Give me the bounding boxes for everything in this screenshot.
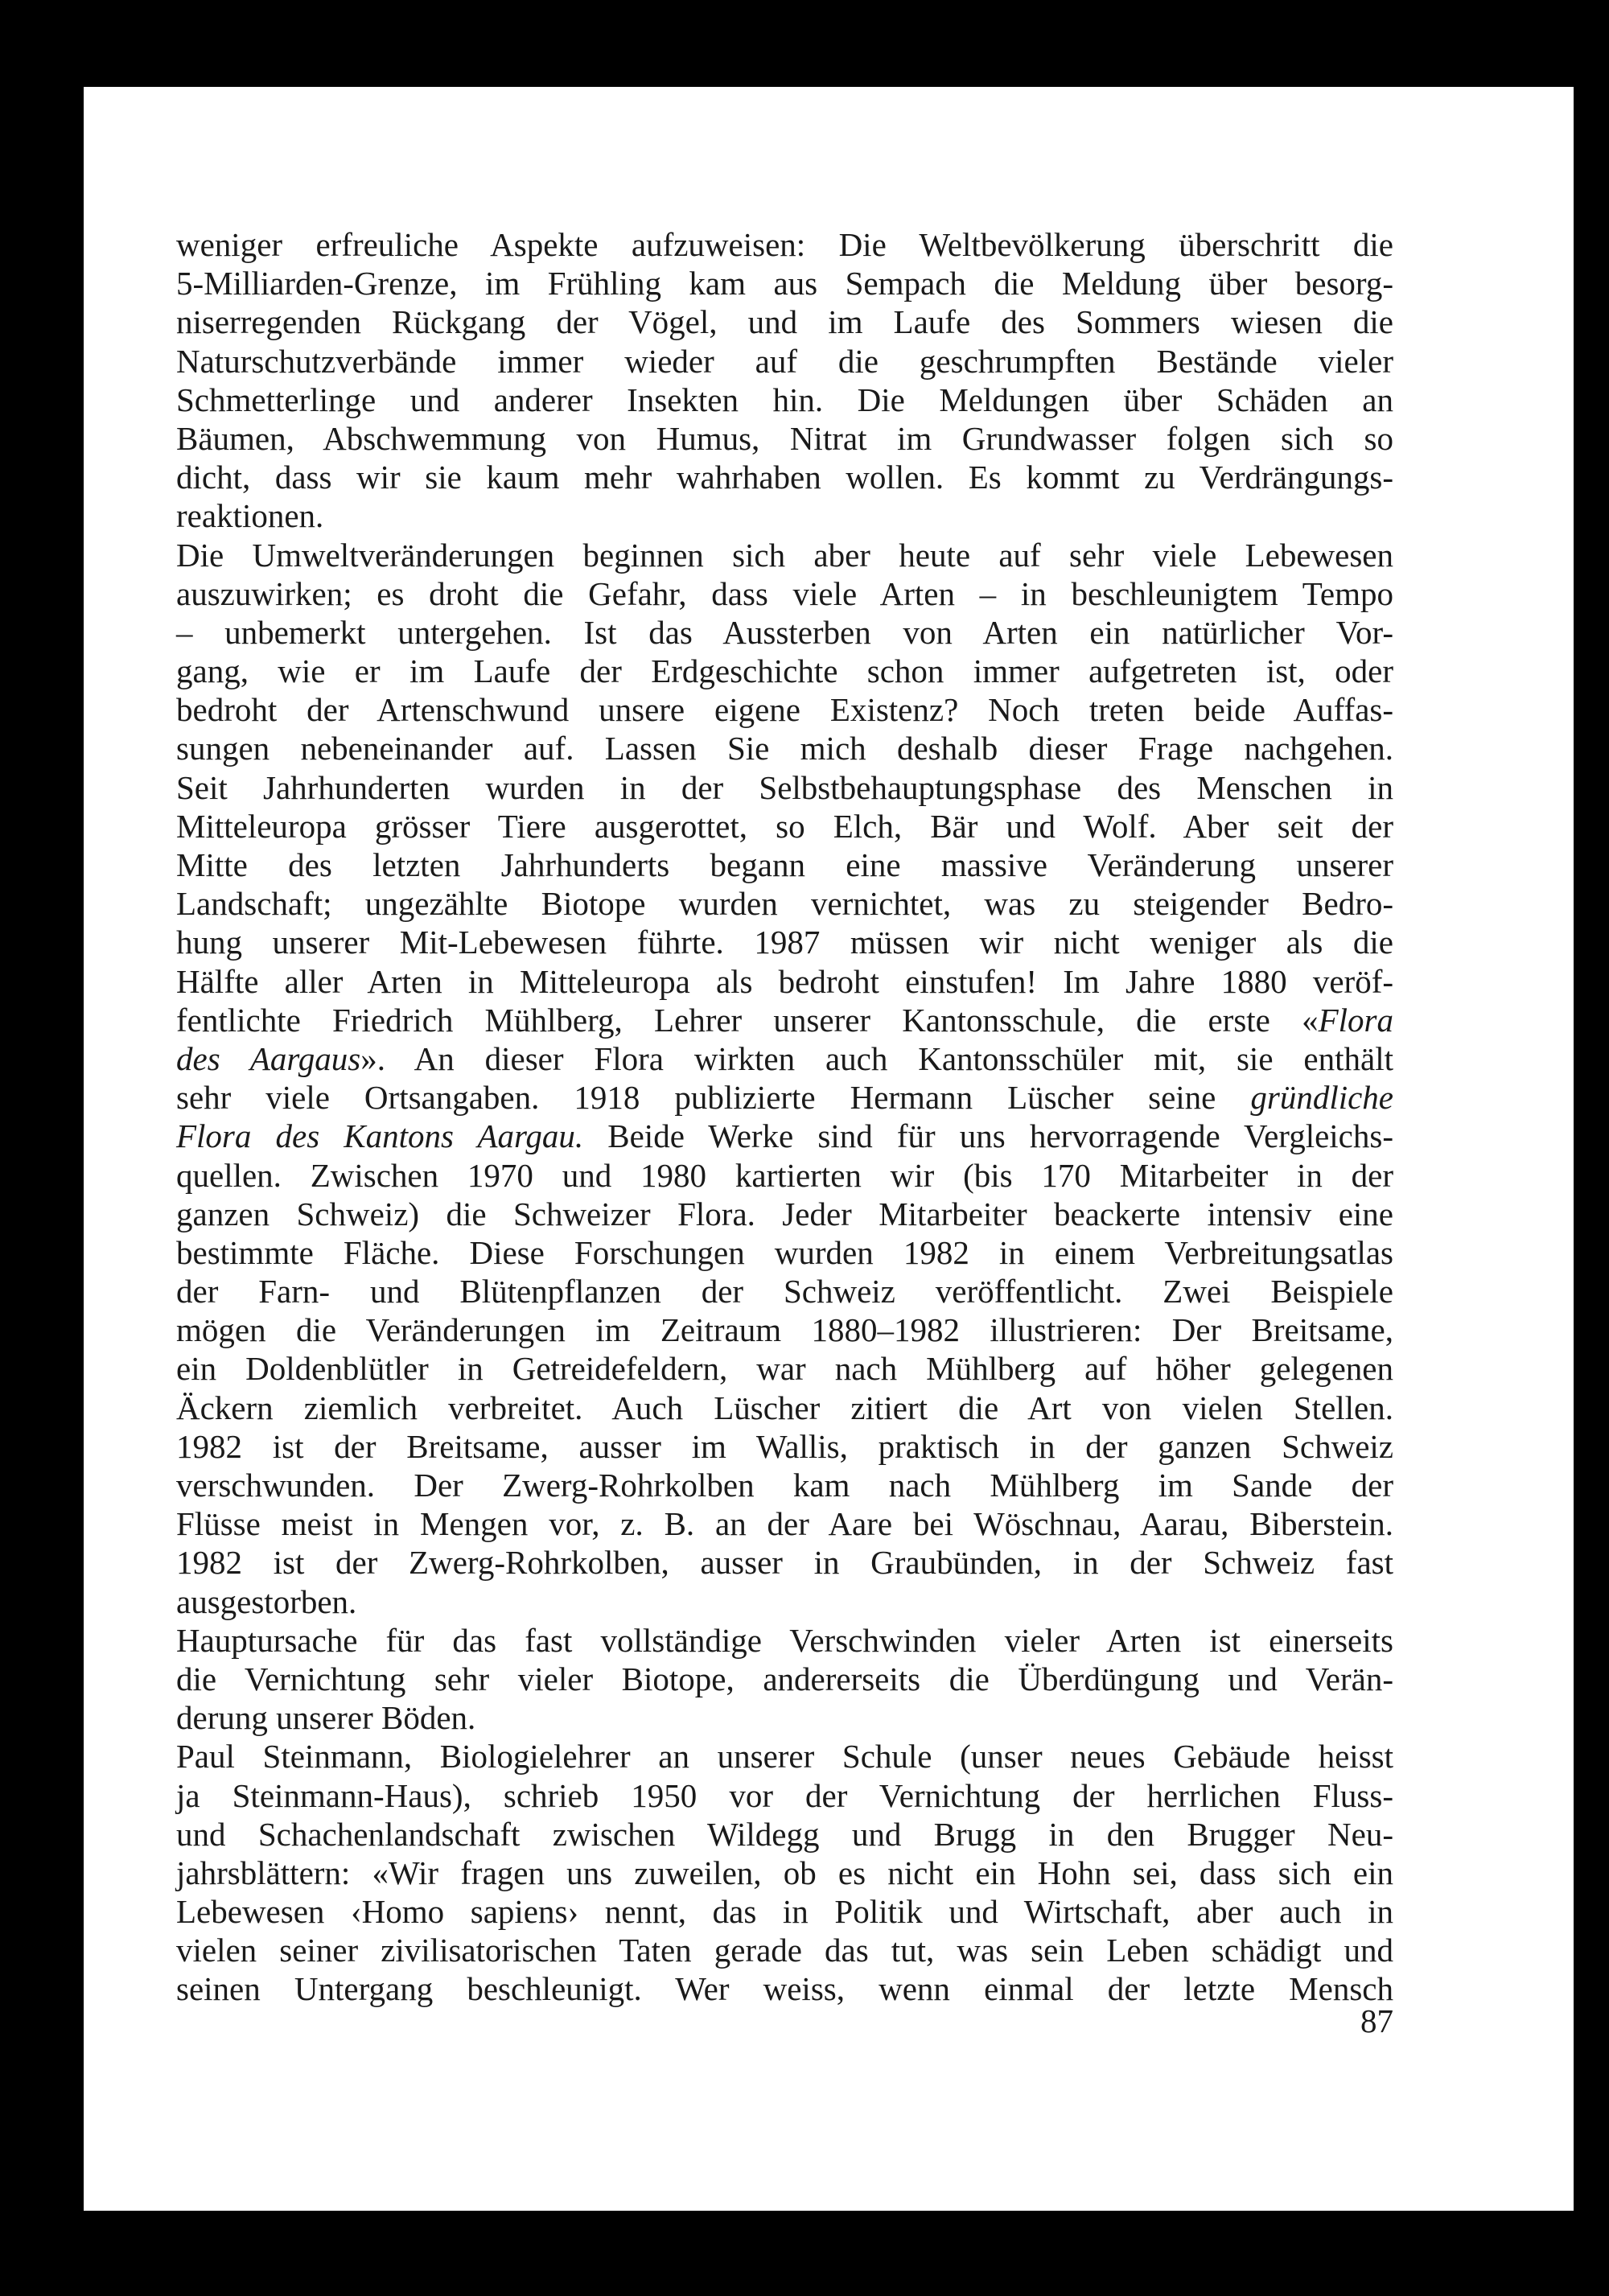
text-run: niserregenden Rückgang der Vögel, und im Laufe des Sommers wiesen die: [176, 303, 1393, 341]
text-run: der Farn- und Blütenpflanzen der Schweiz veröffentlicht. Zwei Beispiele: [176, 1273, 1393, 1311]
text-line: [176, 613, 1393, 652]
italic-title: Flora: [1318, 1001, 1393, 1039]
body-text: [176, 225, 1393, 2009]
text-line: [176, 496, 1393, 535]
text-line: [176, 652, 1393, 690]
text-run: Die Umweltveränderungen beginnen sich aber heute auf sehr viele Lebewesen: [176, 536, 1393, 574]
text-run: 1982 ist der Breitsame, ausser im Wallis, praktisch in der ganzen Schweiz: [176, 1427, 1393, 1465]
text-line: [176, 302, 1393, 341]
page-number: 87: [1360, 2002, 1393, 2039]
text-run: sehr viele Ortsangaben. 1918 publizierte Hermann Lüscher seine: [176, 1079, 1251, 1117]
text-line: [176, 962, 1393, 1001]
text-line: [176, 1854, 1393, 1892]
text-run: verschwunden. Der Zwerg-Rohrkolben kam nach Mühlberg im Sande der: [176, 1467, 1393, 1504]
text-run: hung unserer Mit-Lebewesen führte. 1987 müssen wir nicht weniger als die: [176, 924, 1393, 961]
text-line: [176, 1233, 1393, 1272]
document-page: [84, 87, 1574, 2211]
text-line: [176, 1737, 1393, 1775]
text-run: ein Doldenblütler in Getreidefeldern, war nach Mühlberg auf höher gelegenen: [176, 1350, 1393, 1388]
text-line: [176, 1698, 1393, 1737]
text-run: Flüsse meist in Mengen vor, z. B. an der Aare bei Wöschnau, Aarau, Biberstein.: [176, 1505, 1393, 1543]
text-line: [176, 381, 1393, 419]
text-run: auszuwirken; es droht die Gefahr, dass viele Arten – in beschleunigtem Tempo: [176, 574, 1393, 612]
text-line: [176, 729, 1393, 767]
text-run: quellen. Zwischen 1970 und 1980 kartierten wir (bis 170 Mitarbeiter in der: [176, 1156, 1393, 1194]
text-line: [176, 1660, 1393, 1698]
text-line: [176, 846, 1393, 884]
text-line: [176, 884, 1393, 923]
text-run: sungen nebeneinander auf. Lassen Sie mich deshalb dieser Frage nachgehen.: [176, 730, 1393, 767]
italic-title: Flora des Kantons Aargau.: [176, 1117, 584, 1155]
text-line: [176, 1039, 1393, 1078]
text-run: – unbemerkt untergehen. Ist das Aussterben von Arten ein natürlicher Vor-: [176, 613, 1393, 651]
text-line: [176, 574, 1393, 613]
text-line: [176, 1815, 1393, 1854]
text-run: Seit Jahrhunderten wurden in der Selbstbehauptungsphase des Menschen in: [176, 768, 1393, 806]
text-run: Paul Steinmann, Biologielehrer an unserer Schule (unser neues Gebäude heisst: [176, 1738, 1393, 1775]
italic-title: gründliche: [1250, 1079, 1393, 1117]
text-line: [176, 1931, 1393, 1969]
text-run: bestimmte Fläche. Diese Forschungen wurden 1982 in einem Verbreitungsatlas: [176, 1233, 1393, 1271]
text-run: 5-Milliarden-Grenze, im Frühling kam aus Sempach die Meldung über besorg-: [176, 265, 1393, 302]
text-run: mögen die Veränderungen im Zeitraum 1880–1982 illustrieren: Der Breitsame,: [176, 1311, 1393, 1349]
text-run: weniger erfreuliche Aspekte aufzuweisen: Die Weltbevölkerung überschritt die: [176, 226, 1393, 263]
text-run: fentlichte Friedrich Mühlberg, Lehrer unserer Kantonsschule, die erste «: [176, 1001, 1319, 1039]
text-run: seinen Untergang beschleunigt. Wer weiss, wenn einmal der letzte Mensch: [176, 1970, 1393, 2008]
text-run: ». An dieser Flora wirkten auch Kantonsschüler mit, sie enthält: [360, 1039, 1393, 1077]
text-run: Mitte des letzten Jahrhunderts begann eine massive Veränderung unserer: [176, 846, 1393, 883]
text-run: die Vernichtung sehr vieler Biotope, andererseits die Überdüngung und Verän-: [176, 1660, 1393, 1697]
text-line: [176, 807, 1393, 846]
text-run: Lebewesen ‹Homo sapiens› nennt, das in Politik und Wirtschaft, aber auch in: [176, 1893, 1393, 1931]
text-line: [176, 536, 1393, 574]
text-run: Bäumen, Abschwemmung von Humus, Nitrat im Grundwasser folgen sich so: [176, 419, 1393, 457]
text-line: [176, 458, 1393, 496]
text-line: [176, 419, 1393, 458]
text-line: [176, 923, 1393, 961]
text-run: Beide Werke sind für uns hervorragende Vergleichs-: [583, 1117, 1393, 1155]
text-run: dicht, dass wir sie kaum mehr wahrhaben wollen. Es kommt zu Verdrängungs-: [176, 459, 1393, 496]
text-line: [176, 1969, 1393, 2008]
text-run: Hälfte aller Arten in Mitteleuropa als bedroht einstufen! Im Jahre 1880 veröf-: [176, 962, 1393, 1000]
text-run: gang, wie er im Laufe der Erdgeschichte schon immer aufgetreten ist, oder: [176, 652, 1393, 690]
text-line: [176, 1349, 1393, 1388]
text-run: Äckern ziemlich verbreitet. Auch Lüscher zitiert die Art von vielen Stellen.: [176, 1389, 1393, 1426]
text-run: jahrsblättern: «Wir fragen uns zuweilen, ob es nicht ein Hohn sei, dass sich ein: [176, 1854, 1393, 1891]
text-run: Mitteleuropa grösser Tiere ausgerottet, so Elch, Bär und Wolf. Aber seit der: [176, 807, 1393, 845]
text-run: vielen seiner zivilisatorischen Taten gerade das tut, was sein Leben schädigt und: [176, 1932, 1393, 1969]
text-run: bedroht der Artenschwund unsere eigene Existenz? Noch treten beide Auffas-: [176, 691, 1393, 729]
text-line: [176, 342, 1393, 381]
text-run: ausgestorben.: [176, 1582, 357, 1620]
text-line: [176, 1078, 1393, 1117]
text-line: [176, 225, 1393, 264]
text-line: [176, 1504, 1393, 1543]
text-run: und Schachenlandschaft zwischen Wildegg und Brugg in den Brugger Neu-: [176, 1815, 1393, 1853]
text-run: ja Steinmann-Haus), schrieb 1950 vor der Vernichtung der herrlichen Fluss-: [176, 1776, 1393, 1814]
text-line: [176, 1582, 1393, 1621]
text-line: [176, 1466, 1393, 1504]
text-line: [176, 1427, 1393, 1466]
text-line: [176, 1776, 1393, 1815]
text-line: [176, 768, 1393, 807]
text-run: Landschaft; ungezählte Biotope wurden vernichtet, was zu steigender Bedro-: [176, 885, 1393, 923]
text-run: Schmetterlinge und anderer Insekten hin. Die Meldungen über Schäden an: [176, 381, 1393, 418]
text-line: [176, 264, 1393, 302]
text-line: [176, 1543, 1393, 1582]
text-run: 1982 ist der Zwerg-Rohrkolben, ausser in Graubünden, in der Schweiz fast: [176, 1544, 1393, 1582]
text-line: [176, 1001, 1393, 1039]
text-line: [176, 1117, 1393, 1155]
italic-title: des Aargaus: [176, 1039, 361, 1077]
text-run: derung unserer Böden.: [176, 1699, 476, 1737]
text-line: [176, 1272, 1393, 1311]
text-line: [176, 690, 1393, 729]
text-run: reaktionen.: [176, 497, 324, 535]
text-line: [176, 1892, 1393, 1931]
text-run: Naturschutzverbände immer wieder auf die geschrumpften Bestände vieler: [176, 342, 1393, 380]
text-run: ganzen Schweiz) die Schweizer Flora. Jeder Mitarbeiter beackerte intensiv eine: [176, 1195, 1393, 1232]
text-line: [176, 1195, 1393, 1233]
text-line: [176, 1156, 1393, 1195]
text-line: [176, 1311, 1393, 1349]
text-line: [176, 1389, 1393, 1427]
text-run: Hauptursache für das fast vollständige Verschwinden vieler Arten ist einerseits: [176, 1621, 1393, 1659]
text-line: [176, 1621, 1393, 1660]
